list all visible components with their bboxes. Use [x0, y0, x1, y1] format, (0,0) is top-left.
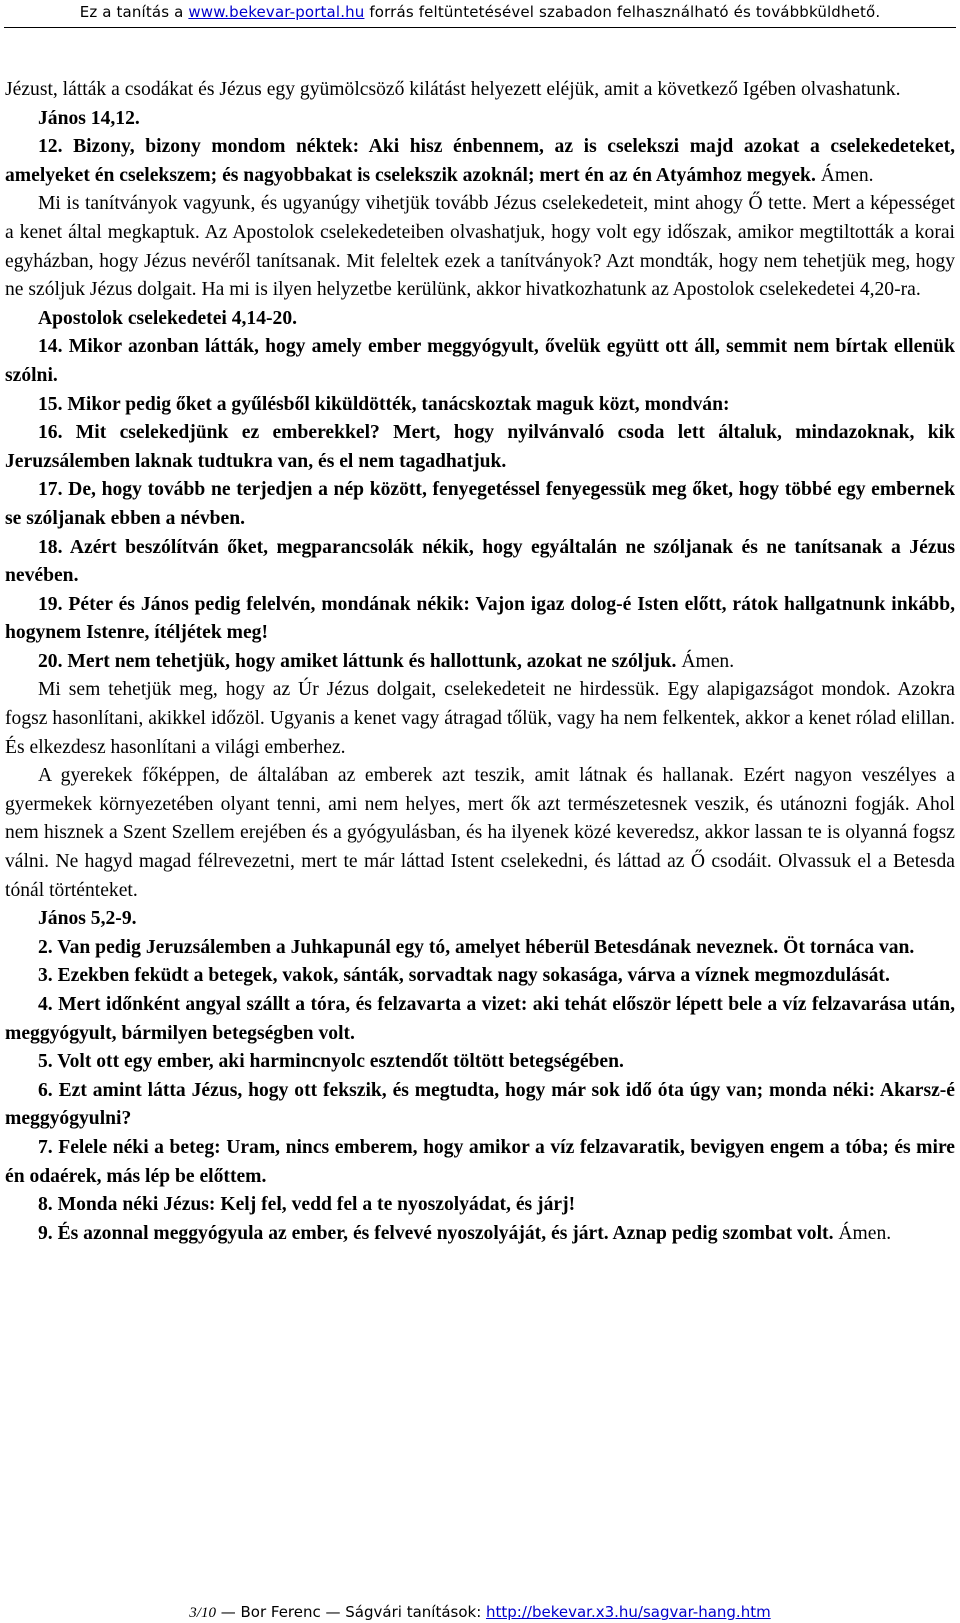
- bible-verse-text: 4. Mert időnként angyal szállt a tóra, és felzavarta a vizet: aki tehát először lépett bele a víz felzavarása után, meggyógyult, bármilyen betegségben volt.: [5, 994, 955, 1044]
- header-link[interactable]: www.bekevar-portal.hu: [188, 3, 365, 21]
- body-text: Ámen.: [676, 650, 735, 672]
- footer-link[interactable]: http://bekevar.x3.hu/sagvar-hang.htm: [486, 1603, 771, 1621]
- paragraph: [5, 1048, 955, 1077]
- paragraph: [5, 905, 955, 934]
- body-text: Jézust, látták a csodákat és Jézus egy gyümölcsöző kilátást helyezett eléjük, amit a következő Igében olvashatunk.: [5, 79, 901, 100]
- bible-verse-text: Apostolok cselekedetei 4,14-20.: [38, 307, 298, 329]
- bible-verse-text: 18. Azért beszólítván őket, megparancsolák nékik, hogy egyáltalán ne szóljanak és ne tanítsanak a Jézus nevében.: [5, 536, 955, 587]
- bible-verse-text: János 5,2-9.: [38, 908, 137, 930]
- bible-verse-text: 5. Volt ott egy ember, aki harmincnyolc esztendőt töltött betegségében.: [38, 1051, 624, 1073]
- paragraph: [5, 105, 955, 134]
- body-text: Mi sem tehetjük meg, hogy az Úr Jézus dolgait, cselekedeteit ne hirdessük. Egy alapigazságot mondok. Azokra fogsz hasonlítani, akikkel időzöl. Ugyanis a kenet vagy átragad tőlük, vagy ha nem felkentek, akkor a kenet rólad elillan. És elkezdesz hasonlítani a világi emberhez.: [5, 679, 955, 758]
- paragraph: [5, 1134, 955, 1191]
- page-header: [0, 3, 960, 21]
- paragraph: [5, 476, 955, 533]
- paragraph: [5, 333, 955, 390]
- paragraph: [5, 305, 955, 334]
- bible-verse-text: 16. Mit cselekedjünk ez emberekkel? Mert, hogy nyilvánvaló csoda lett általuk, mindazoknak, kik Jeruzsálemben laknak tudtukra van, és el nem tagadhatjuk.: [5, 422, 955, 472]
- body-text: A gyerekek főképpen, de általában az emberek azt teszik, amit látnak és hallanak. Ezért nagyon veszélyes a gyermekek környezetében olyant tenni, ami nem helyes, mert ők azt természetesnek veszik, és utánozni fogják. Ahol nem hisznek a Szent Szellem erejében és a gyógyulásban, és ha ilyenek közé keveredsz, akkor lassan te is olyanná fogsz válni. Ne hagyd magad félrevezetni, mert te már láttad Istent cselekedni, és láttad az Ő csodáit. Olvassuk el a Betesda tónál történteket.: [5, 765, 955, 901]
- header-prefix: Ez a tanítás a: [79, 3, 189, 21]
- paragraph: [5, 76, 955, 105]
- header-divider: [4, 27, 956, 28]
- paragraph: [5, 391, 955, 420]
- bible-verse-text: 7. Felele néki a beteg: Uram, nincs emberem, hogy amikor a víz felzavaratik, bevigyen engem a tóba; és mire én odaérek, más lép be előttem.: [5, 1136, 955, 1187]
- paragraph: [5, 762, 955, 905]
- paragraph: [5, 676, 955, 762]
- paragraph: [5, 991, 955, 1048]
- paragraph: [5, 1191, 955, 1220]
- paragraph: [5, 419, 955, 476]
- body-text: Mi is tanítványok vagyunk, és ugyanúgy vihetjük tovább Jézus cselekedeteit, mint ahogy Ő tette. Mert a képességet a kenet által megkaptuk. Az Apostolok cselekedeteiben olvashatjuk, hogy volt egy időszak, amikor megtiltották a korai egyházban, hogy Jézus nevéről tanítsanak. Mit feleltek ezek a tanítványok? Azt mondták, hogy nem tehetjük meg, hogy ne szóljuk Jézus dolgait. Ha mi is ilyen helyzetbe kerülünk, akkor hivatkozhatunk az Apostolok cselekedetei 4,20-ra.: [5, 193, 955, 301]
- paragraph: [5, 1220, 955, 1249]
- body-text: Ámen.: [815, 164, 874, 186]
- bible-verse-text: János 14,12.: [38, 107, 140, 129]
- paragraph: [5, 962, 955, 991]
- paragraph: [5, 190, 955, 304]
- page-footer: [0, 1603, 960, 1622]
- bible-verse-text: 15. Mikor pedig őket a gyűlésből kiküldötték, tanácskoztak maguk közt, mondván:: [38, 393, 730, 415]
- bible-verse-text: 17. De, hogy tovább ne terjedjen a nép között, fenyegetéssel fenyegessük meg őket, hogy többé egy embernek se szóljanak ebben a névben.: [5, 479, 955, 529]
- paragraph: [5, 591, 955, 648]
- bible-verse-text: 2. Van pedig Jeruzsálemben a Juhkapunál egy tó, amelyet héberül Betesdának neveznek. Öt tornáca van.: [38, 936, 915, 958]
- paragraph: [5, 1077, 955, 1134]
- footer-text: — Bor Ferenc — Ságvári tanítások:: [215, 1603, 487, 1621]
- paragraph: [5, 133, 955, 190]
- body-text: Ámen.: [833, 1222, 892, 1244]
- document-body: [5, 76, 955, 1248]
- header-suffix: forrás feltüntetésével szabadon felhasználható és továbbküldhető.: [364, 3, 881, 21]
- bible-verse-text: 6. Ezt amint látta Jézus, hogy ott fekszik, és megtudta, hogy már sok idő óta úgy van; monda néki: Akarsz-é meggyógyulni?: [5, 1079, 955, 1130]
- paragraph: [5, 534, 955, 591]
- bible-verse-text: 8. Monda néki Jézus: Kelj fel, vedd fel a te nyoszolyádat, és járj!: [38, 1194, 576, 1216]
- paragraph: [5, 934, 955, 963]
- bible-verse-text: 20. Mert nem tehetjük, hogy amiket láttunk és hallottunk, azokat ne szóljuk.: [38, 650, 677, 672]
- paragraph: [5, 648, 955, 677]
- page-number: 3/10: [189, 1605, 216, 1621]
- bible-verse-text: 14. Mikor azonban látták, hogy amely ember meggyógyult, ővelük együtt ott áll, semmit nem bírtak ellenük szólni.: [5, 336, 955, 386]
- bible-verse-text: 19. Péter és János pedig felelvén, mondának nékik: Vajon igaz dolog-é Isten előtt, rátok hallgatnunk inkább, hogynem Istenre, ítéljétek meg!: [5, 593, 955, 644]
- bible-verse-text: 12. Bizony, bizony mondom néktek: Aki hisz énbennem, az is cselekszi majd azokat a cselekedeteket, amelyeket én cselekszem; és nagyobbakat is cselekszik azoknál; mert én az én Atyámhoz megyek.: [5, 136, 955, 186]
- bible-verse-text: 9. És azonnal meggyógyula az ember, és felvevé nyoszolyáját, és járt. Aznap pedig szombat volt.: [38, 1222, 834, 1244]
- bible-verse-text: 3. Ezekben feküdt a betegek, vakok, sánták, sorvadtak nagy sokasága, várva a víznek megmozdulását.: [38, 965, 890, 987]
